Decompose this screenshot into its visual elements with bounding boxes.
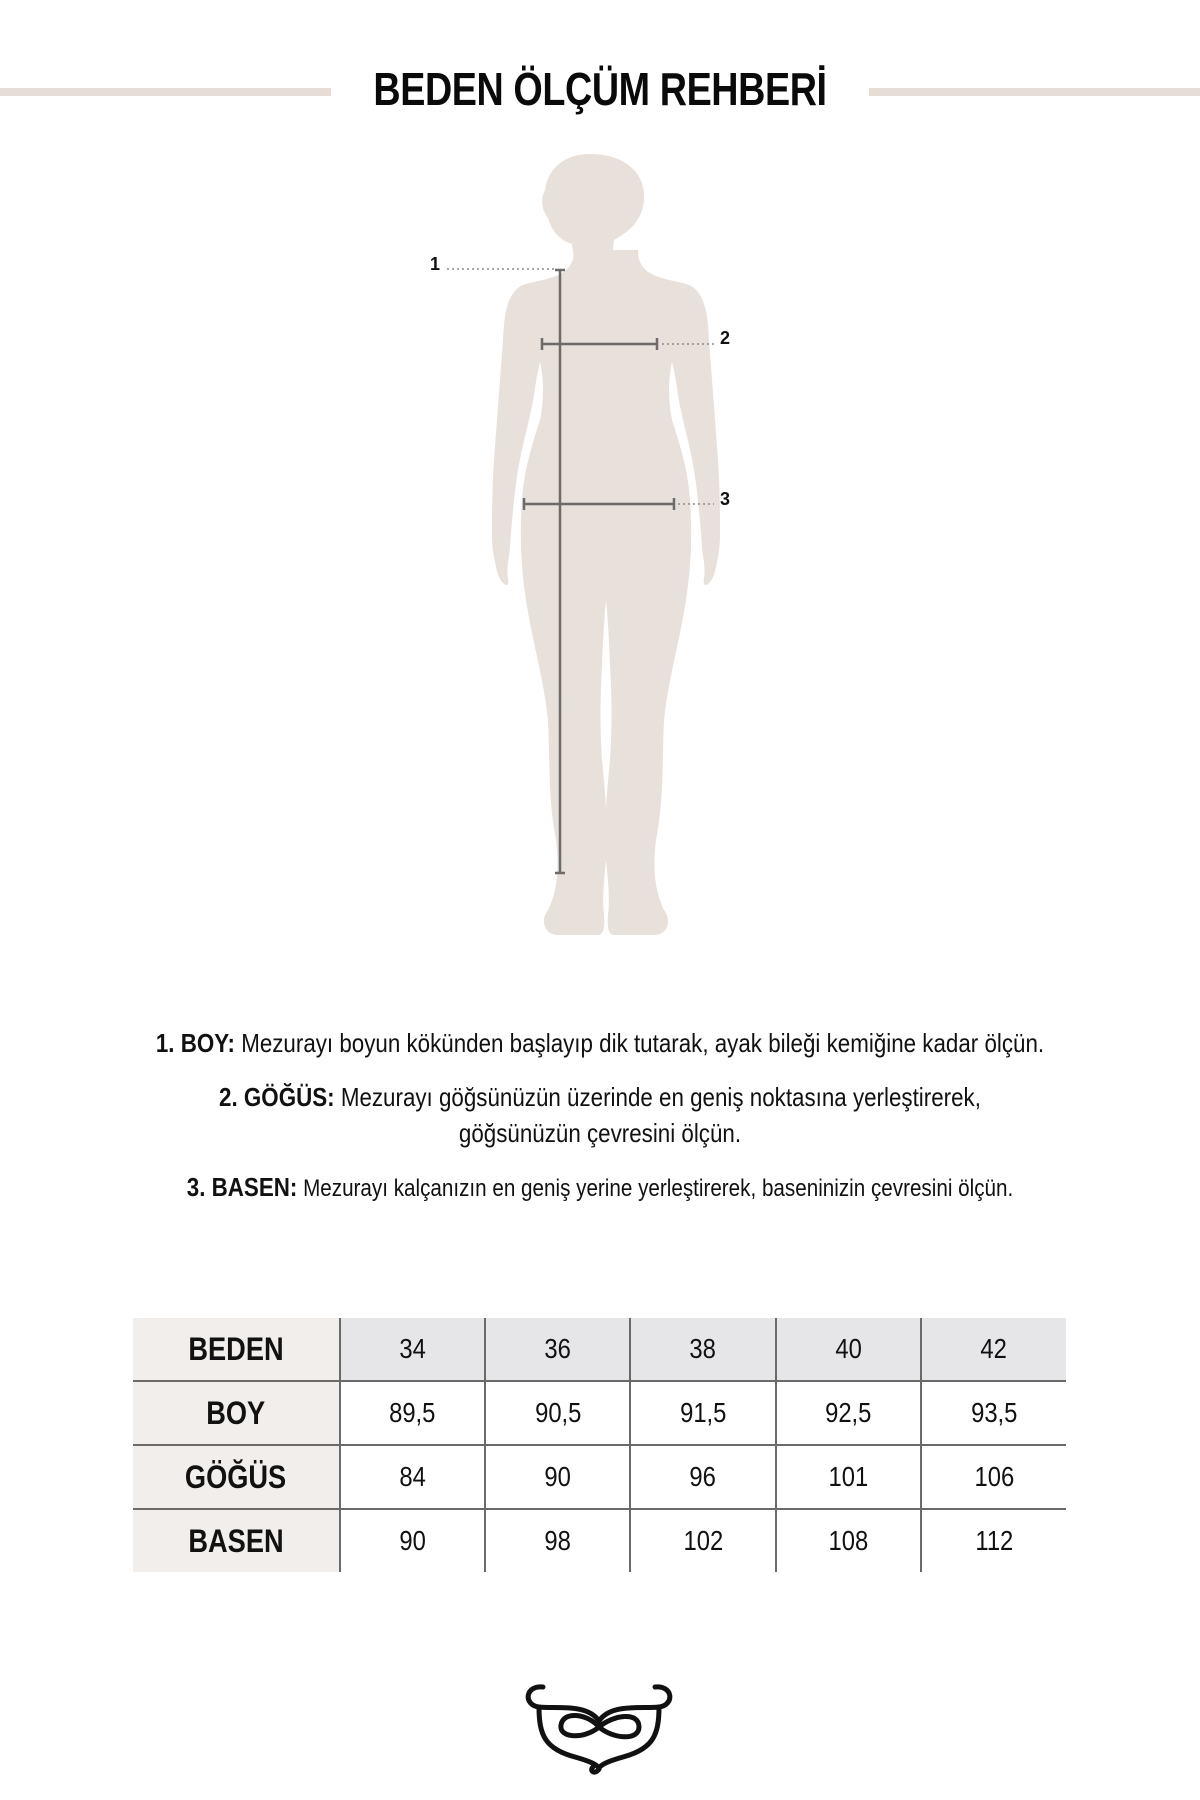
table-cell: 90: [485, 1445, 630, 1509]
size-chart-table: [133, 1318, 1066, 1572]
instruction-text: Mezurayı göğsünüzün üzerinde en geniş noktasına yerleştirerek,: [340, 1082, 981, 1112]
marker-label-3: 3: [720, 489, 731, 509]
infinity-flourish-icon: [515, 1665, 685, 1775]
table-cell: 96: [630, 1445, 775, 1509]
table-cell: 40: [776, 1318, 921, 1381]
measurement-instructions: [0, 1025, 1200, 1207]
table-cell: 36: [485, 1318, 630, 1381]
table-row-basen: [133, 1509, 1066, 1572]
instruction-text: Mezurayı boyun kökünden başlayıp dik tutarak, ayak bileği kemiğine kadar ölçün.: [241, 1028, 1045, 1058]
body-silhouette-icon: [492, 154, 720, 935]
table-cell: 91,5: [630, 1381, 775, 1445]
table-row-gogus: [133, 1445, 1066, 1509]
row-header: BASEN: [133, 1509, 340, 1572]
row-header: GÖĞÜS: [133, 1445, 340, 1509]
table-cell: 106: [921, 1445, 1066, 1509]
instruction-label: 3. BASEN:: [186, 1172, 298, 1202]
instruction-text-continued: göğsünüzün çevresini ölçün.: [458, 1118, 742, 1148]
instruction-text: Mezurayı kalçanızın en geniş yerine yerleştirerek, baseninizin çevresini ölçün.: [303, 1175, 1014, 1202]
table-cell: 112: [921, 1509, 1066, 1572]
table-cell: 98: [485, 1509, 630, 1572]
table-row-beden: [133, 1318, 1066, 1381]
instruction-basen: [84, 1169, 1116, 1207]
table-cell: 90: [340, 1509, 485, 1572]
table-cell: 42: [921, 1318, 1066, 1381]
table-row-boy: [133, 1381, 1066, 1445]
marker-label-2: 2: [720, 328, 731, 348]
table-cell: 84: [340, 1445, 485, 1509]
table-cell: 89,5: [340, 1381, 485, 1445]
marker-label-1: 1: [430, 254, 441, 274]
page-title: BEDEN ÖLÇÜM REHBERİ: [373, 63, 827, 115]
instruction-label: 2. GÖĞÜS:: [219, 1082, 335, 1112]
table-cell: 34: [340, 1318, 485, 1381]
table-cell: 108: [776, 1509, 921, 1572]
table-cell: 102: [630, 1509, 775, 1572]
row-header: BOY: [133, 1381, 340, 1445]
instruction-gogus: [84, 1079, 1116, 1151]
table-cell: 93,5: [921, 1381, 1066, 1445]
table-cell: 101: [776, 1445, 921, 1509]
table-cell: 38: [630, 1318, 775, 1381]
row-header: BEDEN: [133, 1318, 340, 1381]
table-cell: 90,5: [485, 1381, 630, 1445]
instruction-label: 1. BOY:: [155, 1028, 235, 1058]
table-cell: 92,5: [776, 1381, 921, 1445]
instruction-boy: [84, 1025, 1116, 1061]
